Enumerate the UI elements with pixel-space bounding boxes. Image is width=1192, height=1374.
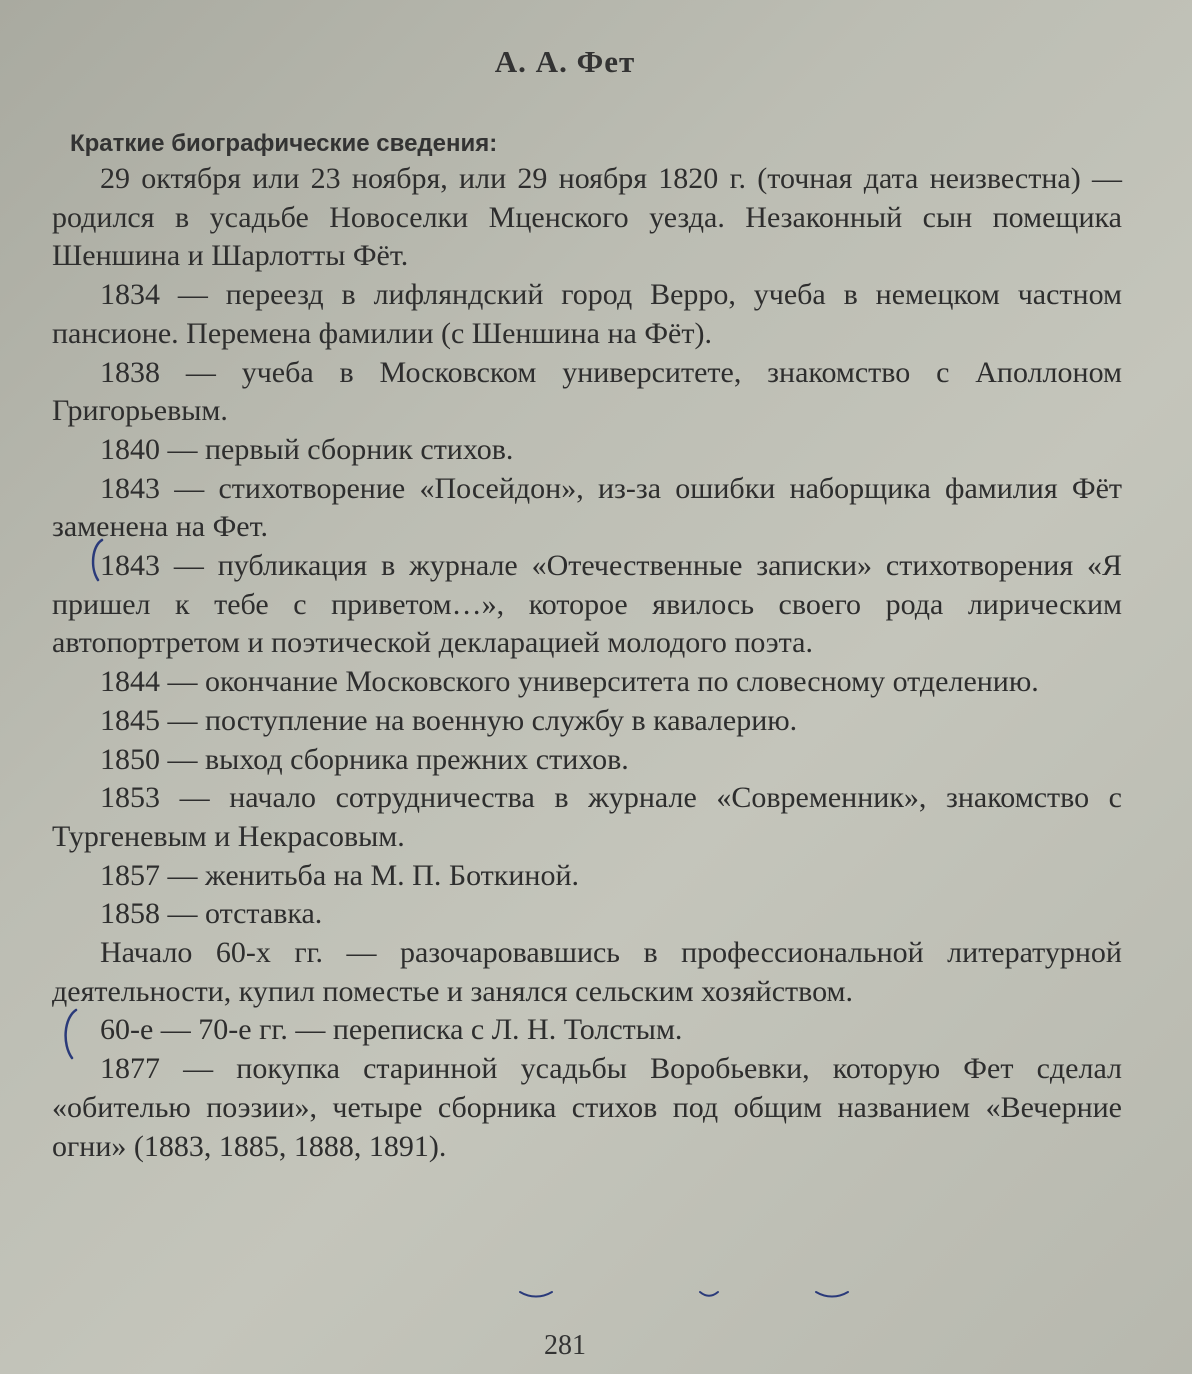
paragraph-1838: 1838 — учеба в Московском университете, знакомство с Аполлоном Григорьевым. bbox=[52, 355, 1122, 428]
paragraph-1877: 1877 — покупка старинной усадьбы Воробьевки, которую Фет сделал «обителью поэзии», четыре сборника стихов под общим названием «Вечерние огни» (1883, 1885, 1888, 1891). bbox=[52, 1052, 1122, 1163]
paragraph-1850: 1850 — выход сборника прежних стихов. bbox=[100, 742, 629, 776]
paragraph-1840: 1840 — первый сборник стихов. bbox=[100, 432, 514, 466]
paragraph-1834: 1834 — переезд в лифляндский город Верро, учеба в немецком частном пансионе. Перемена фамилии (с Шеншина на Фёт). bbox=[52, 278, 1122, 350]
page-title: А. А. Фет bbox=[494, 44, 636, 79]
paragraph-1845: 1845 — поступление на военную службу в кавалерию. bbox=[100, 703, 798, 737]
page-number: 281 bbox=[544, 1330, 586, 1361]
paragraph-1844: 1844 — окончание Московского университета по словесному отделению. bbox=[100, 665, 1039, 699]
paragraph-1843-poseidon: 1843 — стихотворение «Посейдон», из-за ошибки наборщика фамилия Фёт заменена на Фет. bbox=[52, 471, 1122, 544]
paragraph-1858: 1858 — отставка. bbox=[100, 897, 323, 931]
paragraph-60s: Начало 60-х гг. — разочаровавшись в профессиональной литературной деятельности, купил поместье и занялся сельским хозяйством. bbox=[52, 936, 1122, 1008]
ink-underline-mark bbox=[500, 1282, 900, 1302]
paragraph-60s-70s: 60-е — 70-е гг. — переписка с Л. Н. Толстым. bbox=[100, 1013, 683, 1047]
paragraph-birth: 29 октября или 23 ноября, или 29 ноября 1820 г. (точная дата неизвестна) — родился в усадьбе Новоселки Мценского уезда. Незаконный сын помещика Шеншина и Шарлотты Фёт. bbox=[52, 162, 1122, 273]
paragraph-1843-publication: 1843 — публикация в журнале «Отечественные записки» стихотворения «Я пришел к тебе с приветом…», которое явилось своего рода лирическим автопортретом и поэтической декларацией молодого поэта. bbox=[52, 549, 1122, 660]
paragraph-1853: 1853 — начало сотрудничества в журнале «Современник», знакомство с Тургеневым и Некрасовым. bbox=[52, 781, 1122, 853]
paragraph-1857: 1857 — женитьба на М. П. Боткиной. bbox=[100, 858, 580, 892]
biography-text bbox=[52, 160, 1122, 1166]
section-heading: Краткие биографические сведения: bbox=[70, 130, 498, 157]
